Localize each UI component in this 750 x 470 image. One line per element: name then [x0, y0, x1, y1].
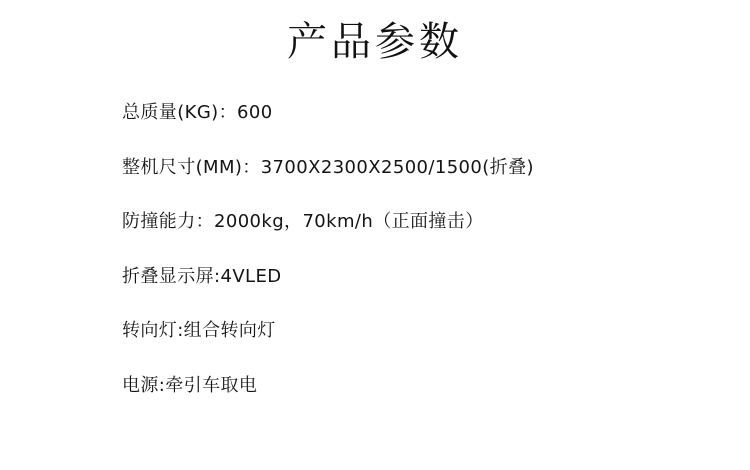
list-item: 整机尺寸(MM)：3700X2300X2500/1500(折叠) — [122, 156, 534, 178]
list-item: 折叠显示屏:4VLED — [122, 265, 282, 287]
product-spec-page — [0, 20, 750, 470]
list-item: 电源:牵引车取电 — [122, 374, 258, 396]
list-item: 转向灯:组合转向灯 — [122, 320, 276, 342]
list-item: 防撞能力：2000kg，70km/h（正面撞击） — [122, 211, 484, 233]
page-title: 产品参数 — [287, 19, 463, 65]
spec-list — [0, 102, 750, 397]
list-item: 总质量(KG)：600 — [122, 102, 273, 123]
